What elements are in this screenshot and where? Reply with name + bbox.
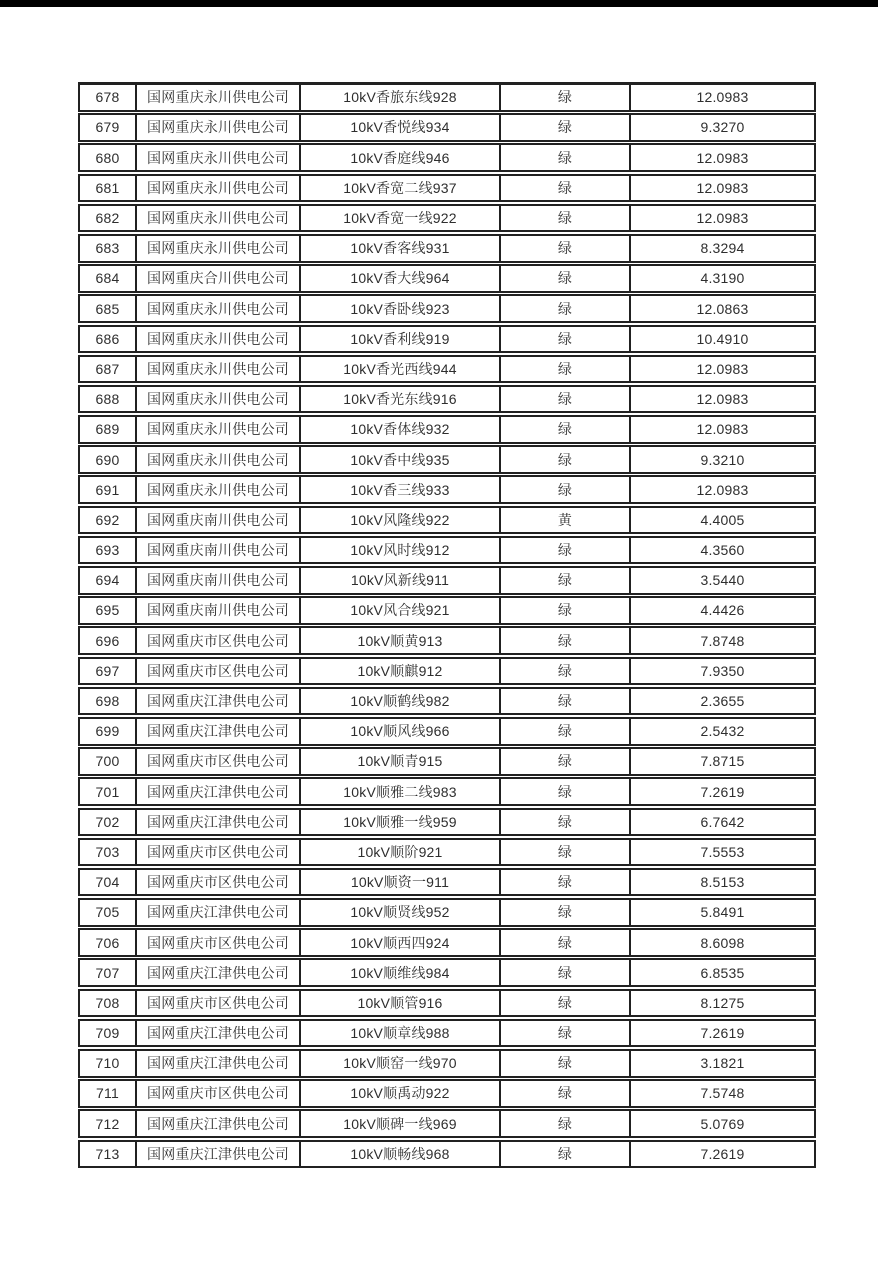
cell-value: 4.3190 bbox=[629, 266, 814, 291]
table-row bbox=[78, 143, 816, 172]
table-row bbox=[78, 294, 816, 323]
table-body bbox=[78, 82, 816, 1168]
table-row bbox=[78, 958, 816, 987]
cell-value: 5.0769 bbox=[629, 1111, 814, 1136]
cell-company: 国网重庆市区供电公司 bbox=[135, 870, 299, 895]
cell-line: 10kV顺黄913 bbox=[299, 628, 499, 653]
cell-value: 12.0983 bbox=[629, 206, 814, 231]
cell-status: 绿 bbox=[499, 659, 629, 684]
cell-company: 国网重庆江津供电公司 bbox=[135, 689, 299, 714]
cell-status: 绿 bbox=[499, 115, 629, 140]
cell-no: 699 bbox=[95, 723, 120, 740]
cell-company: 国网重庆市区供电公司 bbox=[135, 840, 299, 865]
cell-no: 712 bbox=[95, 1115, 120, 1132]
cell-status: 绿 bbox=[499, 1051, 629, 1076]
cell-value: 12.0983 bbox=[629, 477, 814, 502]
cell-company: 国网重庆江津供电公司 bbox=[135, 1051, 299, 1076]
cell-value: 12.0983 bbox=[629, 176, 814, 201]
cell-company: 国网重庆南川供电公司 bbox=[135, 508, 299, 533]
cell-no: 707 bbox=[95, 964, 120, 981]
cell-company: 国网重庆市区供电公司 bbox=[135, 930, 299, 955]
cell-line: 10kV香宽二线937 bbox=[299, 176, 499, 201]
cell-company: 国网重庆江津供电公司 bbox=[135, 900, 299, 925]
cell-company: 国网重庆江津供电公司 bbox=[135, 960, 299, 985]
cell-no: 681 bbox=[95, 179, 120, 196]
cell-value: 4.4426 bbox=[629, 598, 814, 623]
cell-company: 国网重庆江津供电公司 bbox=[135, 1142, 299, 1167]
cell-no: 695 bbox=[95, 602, 120, 619]
cell-status: 绿 bbox=[499, 538, 629, 563]
cell-line: 10kV顺阶921 bbox=[299, 840, 499, 865]
cell-status: 绿 bbox=[499, 1111, 629, 1136]
cell-value: 7.5553 bbox=[629, 840, 814, 865]
cell-company: 国网重庆永川供电公司 bbox=[135, 387, 299, 412]
table-row bbox=[78, 264, 816, 293]
cell-no: 702 bbox=[95, 813, 120, 830]
cell-company: 国网重庆永川供电公司 bbox=[135, 447, 299, 472]
table-row bbox=[78, 898, 816, 927]
table-row bbox=[78, 475, 816, 504]
cell-company: 国网重庆南川供电公司 bbox=[135, 598, 299, 623]
cell-value: 10.4910 bbox=[629, 327, 814, 352]
cell-line: 10kV香大线964 bbox=[299, 266, 499, 291]
cell-line: 10kV顺青915 bbox=[299, 749, 499, 774]
cell-line: 10kV香庭线946 bbox=[299, 145, 499, 170]
cell-no: 690 bbox=[95, 451, 120, 468]
cell-no: 693 bbox=[95, 542, 120, 559]
cell-line: 10kV顺风线966 bbox=[299, 719, 499, 744]
cell-status: 绿 bbox=[499, 206, 629, 231]
window-top-bar bbox=[0, 0, 878, 7]
cell-company: 国网重庆江津供电公司 bbox=[135, 810, 299, 835]
cell-company: 国网重庆永川供电公司 bbox=[135, 176, 299, 201]
cell-no: 698 bbox=[95, 693, 120, 710]
table-row bbox=[78, 355, 816, 384]
cell-status: 黄 bbox=[499, 508, 629, 533]
cell-value: 12.0983 bbox=[629, 85, 814, 110]
cell-status: 绿 bbox=[499, 477, 629, 502]
cell-value: 12.0983 bbox=[629, 417, 814, 442]
cell-status: 绿 bbox=[499, 870, 629, 895]
cell-value: 3.1821 bbox=[629, 1051, 814, 1076]
cell-company: 国网重庆永川供电公司 bbox=[135, 145, 299, 170]
cell-status: 绿 bbox=[499, 417, 629, 442]
cell-line: 10kV顺资一911 bbox=[299, 870, 499, 895]
cell-value: 9.3210 bbox=[629, 447, 814, 472]
cell-value: 7.8748 bbox=[629, 628, 814, 653]
cell-company: 国网重庆南川供电公司 bbox=[135, 568, 299, 593]
cell-line: 10kV香宽一线922 bbox=[299, 206, 499, 231]
cell-line: 10kV顺雅二线983 bbox=[299, 779, 499, 804]
cell-line: 10kV风合线921 bbox=[299, 598, 499, 623]
cell-value: 7.2619 bbox=[629, 779, 814, 804]
cell-no: 706 bbox=[95, 934, 120, 951]
cell-company: 国网重庆市区供电公司 bbox=[135, 659, 299, 684]
cell-no: 697 bbox=[95, 662, 120, 679]
cell-no: 700 bbox=[95, 753, 120, 770]
cell-status: 绿 bbox=[499, 930, 629, 955]
cell-status: 绿 bbox=[499, 749, 629, 774]
cell-line: 10kV顺章线988 bbox=[299, 1021, 499, 1046]
cell-line: 10kV顺贤线952 bbox=[299, 900, 499, 925]
table-row bbox=[78, 868, 816, 897]
table-row bbox=[78, 989, 816, 1018]
cell-status: 绿 bbox=[499, 236, 629, 261]
cell-status: 绿 bbox=[499, 840, 629, 865]
cell-status: 绿 bbox=[499, 145, 629, 170]
cell-company: 国网重庆合川供电公司 bbox=[135, 266, 299, 291]
cell-no: 688 bbox=[95, 391, 120, 408]
cell-status: 绿 bbox=[499, 176, 629, 201]
cell-value: 12.0863 bbox=[629, 296, 814, 321]
table-row bbox=[78, 1079, 816, 1108]
cell-status: 绿 bbox=[499, 447, 629, 472]
cell-company: 国网重庆江津供电公司 bbox=[135, 779, 299, 804]
cell-company: 国网重庆永川供电公司 bbox=[135, 206, 299, 231]
cell-line: 10kV风新线911 bbox=[299, 568, 499, 593]
cell-value: 12.0983 bbox=[629, 145, 814, 170]
cell-value: 8.3294 bbox=[629, 236, 814, 261]
cell-value: 7.5748 bbox=[629, 1081, 814, 1106]
cell-value: 12.0983 bbox=[629, 357, 814, 382]
cell-no: 709 bbox=[95, 1025, 120, 1042]
cell-value: 7.9350 bbox=[629, 659, 814, 684]
cell-line: 10kV香体线932 bbox=[299, 417, 499, 442]
cell-line: 10kV香利线919 bbox=[299, 327, 499, 352]
table-row bbox=[78, 838, 816, 867]
cell-no: 691 bbox=[95, 481, 120, 498]
cell-line: 10kV香三线933 bbox=[299, 477, 499, 502]
cell-company: 国网重庆市区供电公司 bbox=[135, 628, 299, 653]
cell-company: 国网重庆市区供电公司 bbox=[135, 1081, 299, 1106]
cell-value: 7.2619 bbox=[629, 1021, 814, 1046]
cell-status: 绿 bbox=[499, 1142, 629, 1167]
table-row bbox=[78, 234, 816, 263]
cell-line: 10kV顺维线984 bbox=[299, 960, 499, 985]
cell-status: 绿 bbox=[499, 628, 629, 653]
cell-value: 2.3655 bbox=[629, 689, 814, 714]
cell-value: 4.3560 bbox=[629, 538, 814, 563]
cell-company: 国网重庆永川供电公司 bbox=[135, 85, 299, 110]
table-row bbox=[78, 717, 816, 746]
cell-line: 10kV顺禹动922 bbox=[299, 1081, 499, 1106]
cell-no: 686 bbox=[95, 330, 120, 347]
table-row bbox=[78, 445, 816, 474]
cell-value: 8.5153 bbox=[629, 870, 814, 895]
cell-company: 国网重庆市区供电公司 bbox=[135, 749, 299, 774]
cell-value: 8.1275 bbox=[629, 991, 814, 1016]
cell-no: 684 bbox=[95, 270, 120, 287]
cell-value: 6.8535 bbox=[629, 960, 814, 985]
cell-company: 国网重庆南川供电公司 bbox=[135, 538, 299, 563]
cell-line: 10kV香光西线944 bbox=[299, 357, 499, 382]
cell-no: 680 bbox=[95, 149, 120, 166]
cell-no: 683 bbox=[95, 240, 120, 257]
table-row bbox=[78, 506, 816, 535]
table-row bbox=[78, 1140, 816, 1169]
cell-status: 绿 bbox=[499, 296, 629, 321]
power-line-table bbox=[78, 82, 816, 1170]
cell-line: 10kV顺窑一线970 bbox=[299, 1051, 499, 1076]
cell-no: 692 bbox=[95, 511, 120, 528]
cell-company: 国网重庆永川供电公司 bbox=[135, 357, 299, 382]
cell-status: 绿 bbox=[499, 357, 629, 382]
cell-value: 7.2619 bbox=[629, 1142, 814, 1167]
cell-line: 10kV风时线912 bbox=[299, 538, 499, 563]
cell-status: 绿 bbox=[499, 598, 629, 623]
cell-status: 绿 bbox=[499, 1081, 629, 1106]
table-row bbox=[78, 657, 816, 686]
cell-status: 绿 bbox=[499, 689, 629, 714]
cell-status: 绿 bbox=[499, 960, 629, 985]
table-row bbox=[78, 385, 816, 414]
cell-no: 703 bbox=[95, 843, 120, 860]
cell-no: 687 bbox=[95, 360, 120, 377]
cell-no: 678 bbox=[95, 89, 120, 106]
cell-company: 国网重庆永川供电公司 bbox=[135, 417, 299, 442]
cell-line: 10kV顺麒912 bbox=[299, 659, 499, 684]
cell-status: 绿 bbox=[499, 327, 629, 352]
cell-status: 绿 bbox=[499, 779, 629, 804]
cell-no: 705 bbox=[95, 904, 120, 921]
table-row bbox=[78, 747, 816, 776]
cell-status: 绿 bbox=[499, 719, 629, 744]
cell-value: 3.5440 bbox=[629, 568, 814, 593]
cell-line: 10kV香光东线916 bbox=[299, 387, 499, 412]
cell-company: 国网重庆永川供电公司 bbox=[135, 236, 299, 261]
cell-line: 10kV香卧线923 bbox=[299, 296, 499, 321]
cell-no: 696 bbox=[95, 632, 120, 649]
table-row bbox=[78, 808, 816, 837]
cell-line: 10kV顺西四924 bbox=[299, 930, 499, 955]
table-row bbox=[78, 928, 816, 957]
table-row bbox=[78, 777, 816, 806]
cell-line: 10kV顺畅线968 bbox=[299, 1142, 499, 1167]
cell-company: 国网重庆永川供电公司 bbox=[135, 477, 299, 502]
table-row bbox=[78, 113, 816, 142]
cell-company: 国网重庆江津供电公司 bbox=[135, 1111, 299, 1136]
cell-value: 5.8491 bbox=[629, 900, 814, 925]
table-row bbox=[78, 204, 816, 233]
cell-status: 绿 bbox=[499, 810, 629, 835]
cell-company: 国网重庆江津供电公司 bbox=[135, 719, 299, 744]
cell-value: 9.3270 bbox=[629, 115, 814, 140]
cell-no: 704 bbox=[95, 874, 120, 891]
cell-line: 10kV香旅东线928 bbox=[299, 85, 499, 110]
cell-line: 10kV顺雅一线959 bbox=[299, 810, 499, 835]
cell-status: 绿 bbox=[499, 900, 629, 925]
table-row bbox=[78, 1109, 816, 1138]
cell-value: 4.4005 bbox=[629, 508, 814, 533]
table-row bbox=[78, 566, 816, 595]
cell-no: 689 bbox=[95, 421, 120, 438]
table-row bbox=[78, 1019, 816, 1048]
table-row bbox=[78, 626, 816, 655]
table-row bbox=[78, 1049, 816, 1078]
cell-no: 710 bbox=[95, 1055, 120, 1072]
cell-no: 711 bbox=[96, 1085, 119, 1102]
cell-value: 6.7642 bbox=[629, 810, 814, 835]
cell-status: 绿 bbox=[499, 991, 629, 1016]
cell-line: 10kV风隆线922 bbox=[299, 508, 499, 533]
table-row bbox=[78, 687, 816, 716]
cell-status: 绿 bbox=[499, 1021, 629, 1046]
cell-no: 694 bbox=[95, 572, 120, 589]
cell-no: 685 bbox=[95, 300, 120, 317]
cell-line: 10kV顺管916 bbox=[299, 991, 499, 1016]
cell-no: 713 bbox=[95, 1145, 120, 1162]
cell-no: 708 bbox=[95, 994, 120, 1011]
cell-line: 10kV香客线931 bbox=[299, 236, 499, 261]
cell-no: 701 bbox=[95, 783, 120, 800]
cell-status: 绿 bbox=[499, 85, 629, 110]
cell-status: 绿 bbox=[499, 266, 629, 291]
cell-company: 国网重庆永川供电公司 bbox=[135, 115, 299, 140]
cell-line: 10kV顺碑一线969 bbox=[299, 1111, 499, 1136]
cell-line: 10kV香悦线934 bbox=[299, 115, 499, 140]
table-row bbox=[78, 82, 816, 112]
cell-company: 国网重庆永川供电公司 bbox=[135, 296, 299, 321]
cell-status: 绿 bbox=[499, 568, 629, 593]
cell-company: 国网重庆江津供电公司 bbox=[135, 1021, 299, 1046]
table-row bbox=[78, 325, 816, 354]
table-row bbox=[78, 174, 816, 203]
cell-line: 10kV顺鹤线982 bbox=[299, 689, 499, 714]
cell-no: 682 bbox=[95, 210, 120, 227]
cell-value: 2.5432 bbox=[629, 719, 814, 744]
cell-value: 12.0983 bbox=[629, 387, 814, 412]
cell-company: 国网重庆市区供电公司 bbox=[135, 991, 299, 1016]
cell-value: 8.6098 bbox=[629, 930, 814, 955]
cell-value: 7.8715 bbox=[629, 749, 814, 774]
table-row bbox=[78, 415, 816, 444]
cell-line: 10kV香中线935 bbox=[299, 447, 499, 472]
cell-company: 国网重庆永川供电公司 bbox=[135, 327, 299, 352]
cell-status: 绿 bbox=[499, 387, 629, 412]
cell-no: 679 bbox=[95, 119, 120, 136]
table-row bbox=[78, 536, 816, 565]
table-row bbox=[78, 596, 816, 625]
